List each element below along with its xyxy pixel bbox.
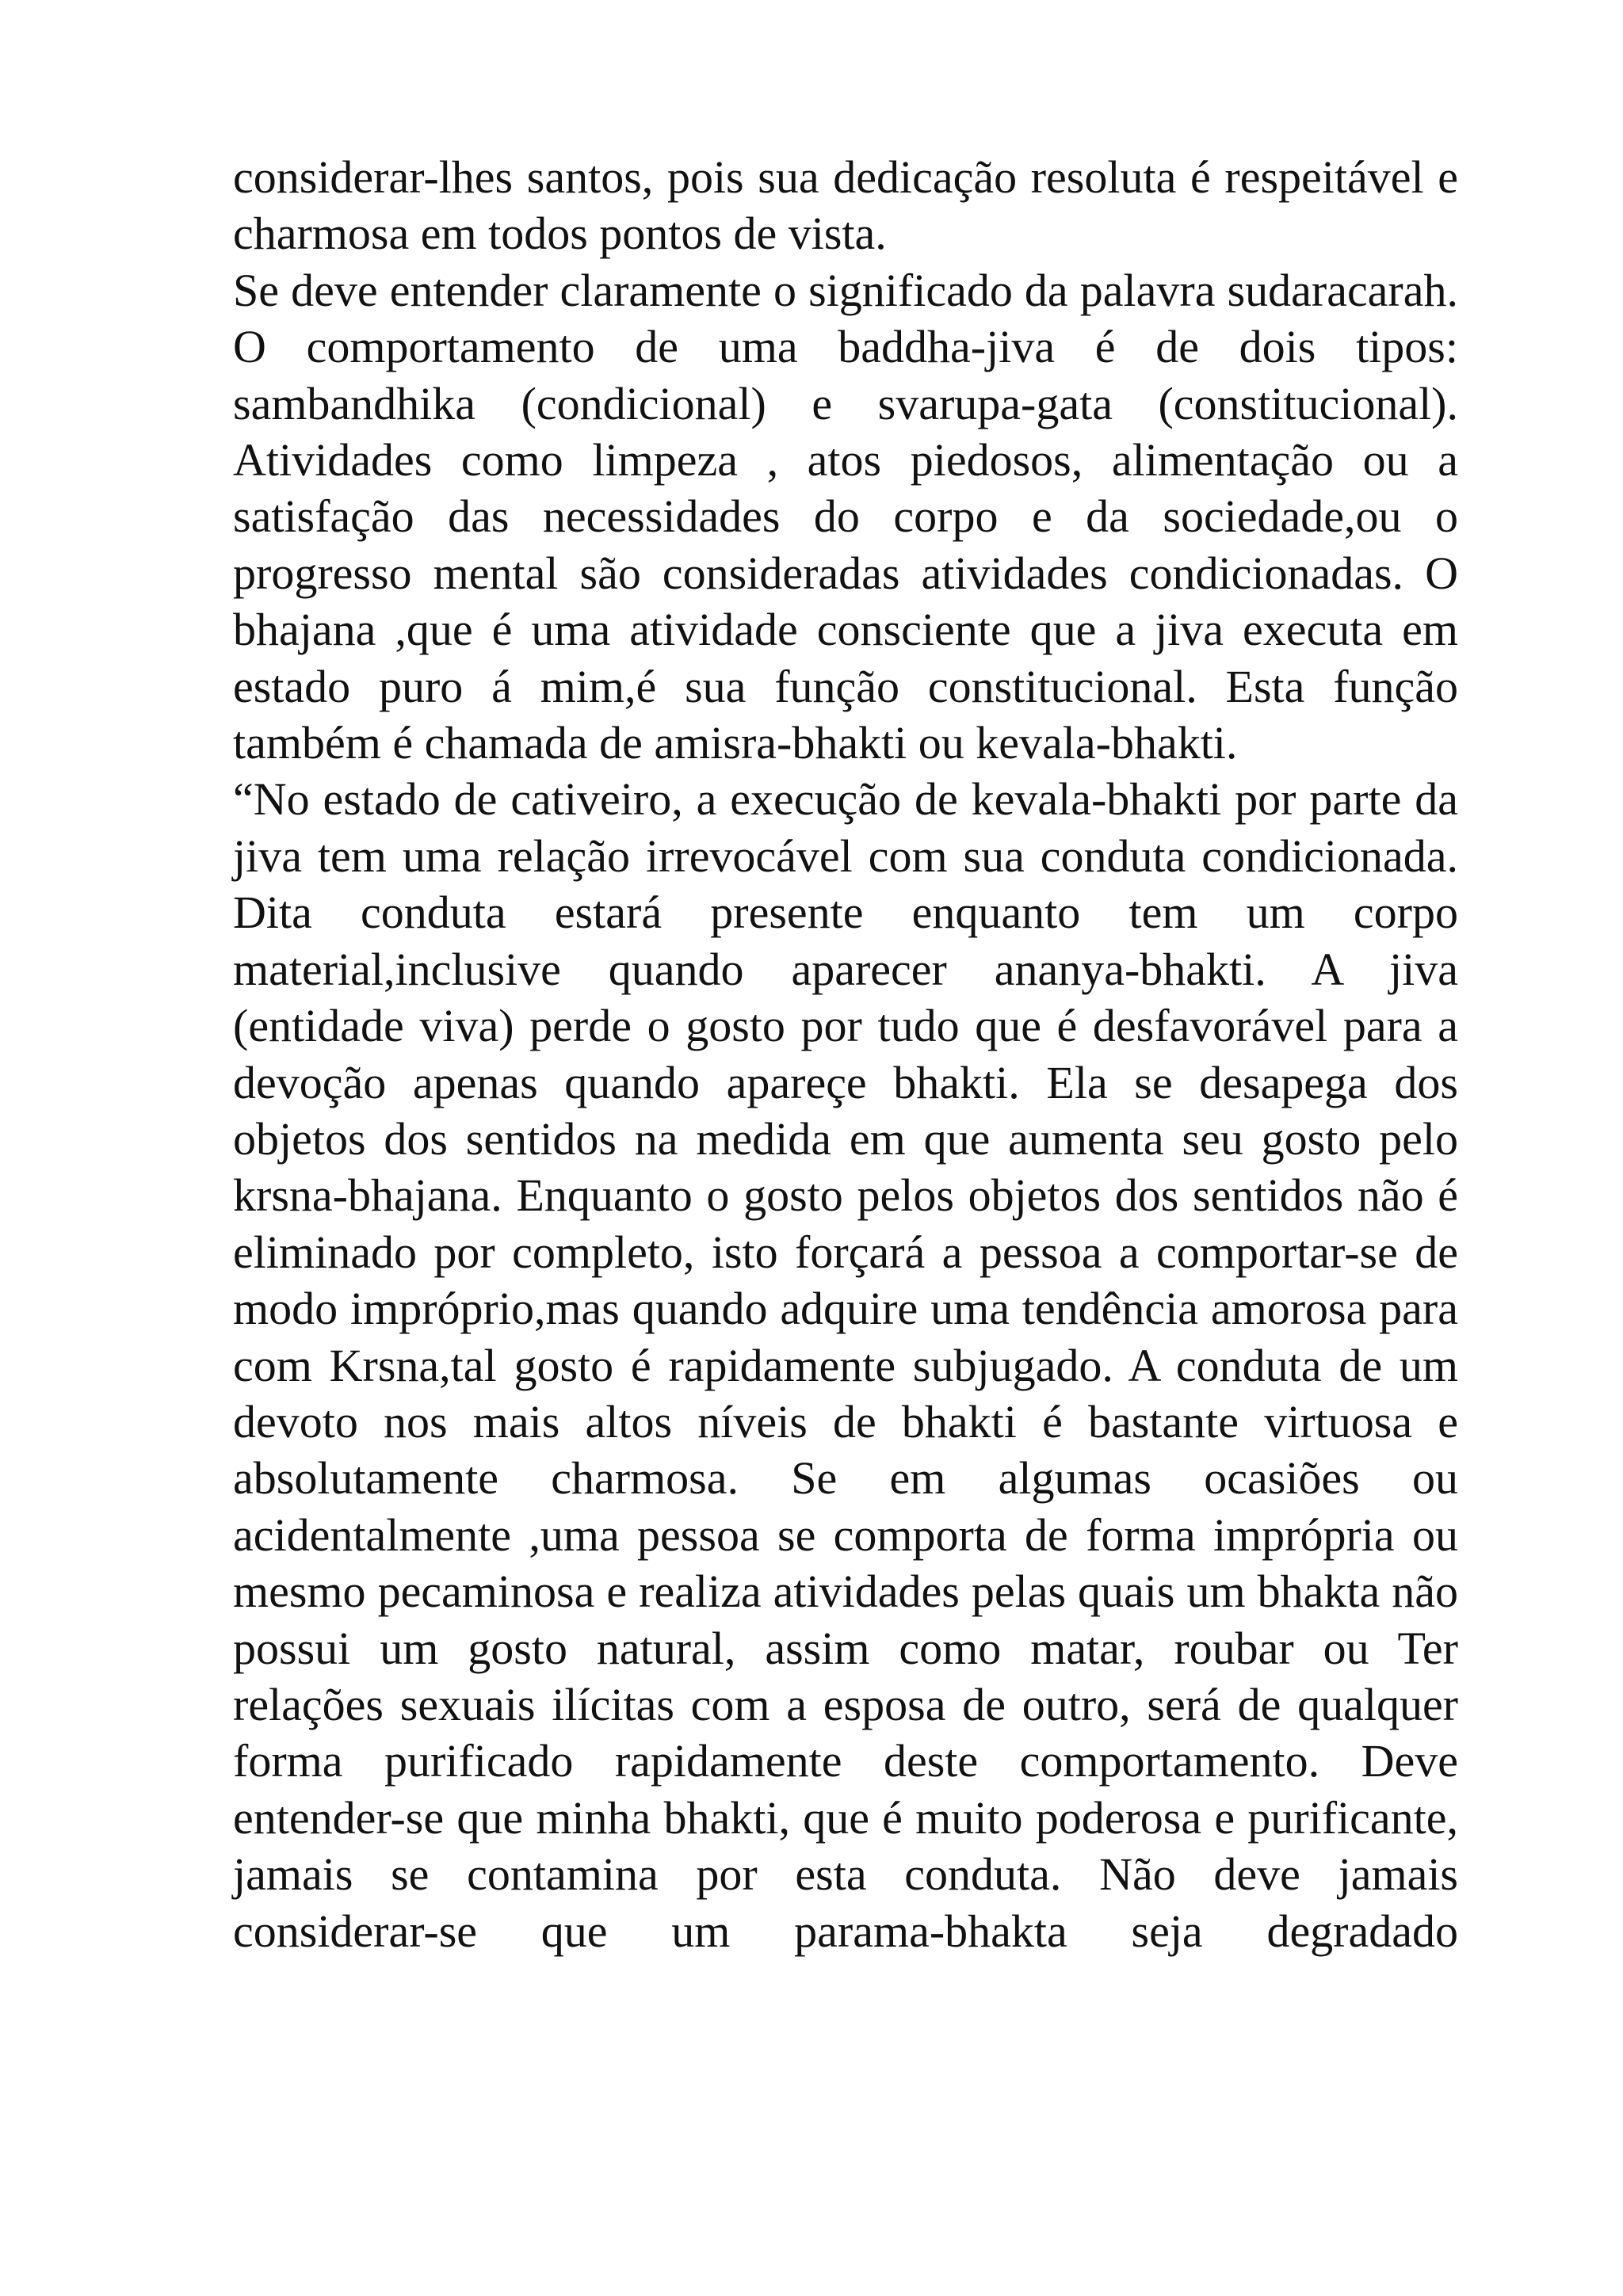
paragraph-3: “No estado de cativeiro, a execução de kevala-bhakti por parte da jiva tem uma relação irrevocável com sua conduta condicionada. Dita conduta estará presente enquanto tem um corpo material,inclusive quando aparecer ananya-bhakti. A jiva (entidade viva) perde o gosto por tudo que é desfavorável para a devoção apenas quando apareçe bhakti. Ela se desapega dos objetos dos sentidos na medida em que aumenta seu gosto pelo krsna-bhajana. Enquanto o gosto pelos objetos dos sentidos não é eliminado por completo, isto forçará a pessoa a comportar-se de modo impróprio,mas quando adquire uma tendência amorosa para com Krsna,tal gosto é rapidamente subjugado. A conduta de um devoto nos mais altos níveis de bhakti é bastante virtuosa e absolutamente charmosa. Se em algumas ocasiões ou acidentalmente ,uma pessoa se comporta de forma imprópria ou mesmo pecaminosa e realiza atividades pelas quais um bhakta não possui um gosto natural, assim como matar, roubar ou Ter relações sexuais ilícitas com a esposa de outro, será de qualquer forma purificado rapidamente deste comportamento. Deve entender-se que minha bhakti, que é muito poderosa e purificante, jamais se contamina por esta conduta. Não deve jamais considerar-se que um parama-bhakta seja degradado [233,773,1458,1957]
paragraph-2: Se deve entender claramente o significado da palavra sudaracarah. O comportamento de uma baddha-jiva é de dois tipos: sambandhika (condicional) e svarupa-gata (constitucional). Atividades como limpeza , atos piedosos, alimentação ou a satisfação das necessidades do corpo e da sociedade,ou o progresso mental são consideradas atividades condicionadas. O bhajana ,que é uma atividade consciente que a jiva executa em estado puro á mim,é sua função constitucional. Esta função também é chamada de amisra-bhakti ou kevala-bhakti. [233,264,1458,769]
paragraph-1: considerar-lhes santos, pois sua dedicação resoluta é respeitável e charmosa em todos pontos de vista. [233,151,1458,260]
body-text [233,149,1458,1959]
